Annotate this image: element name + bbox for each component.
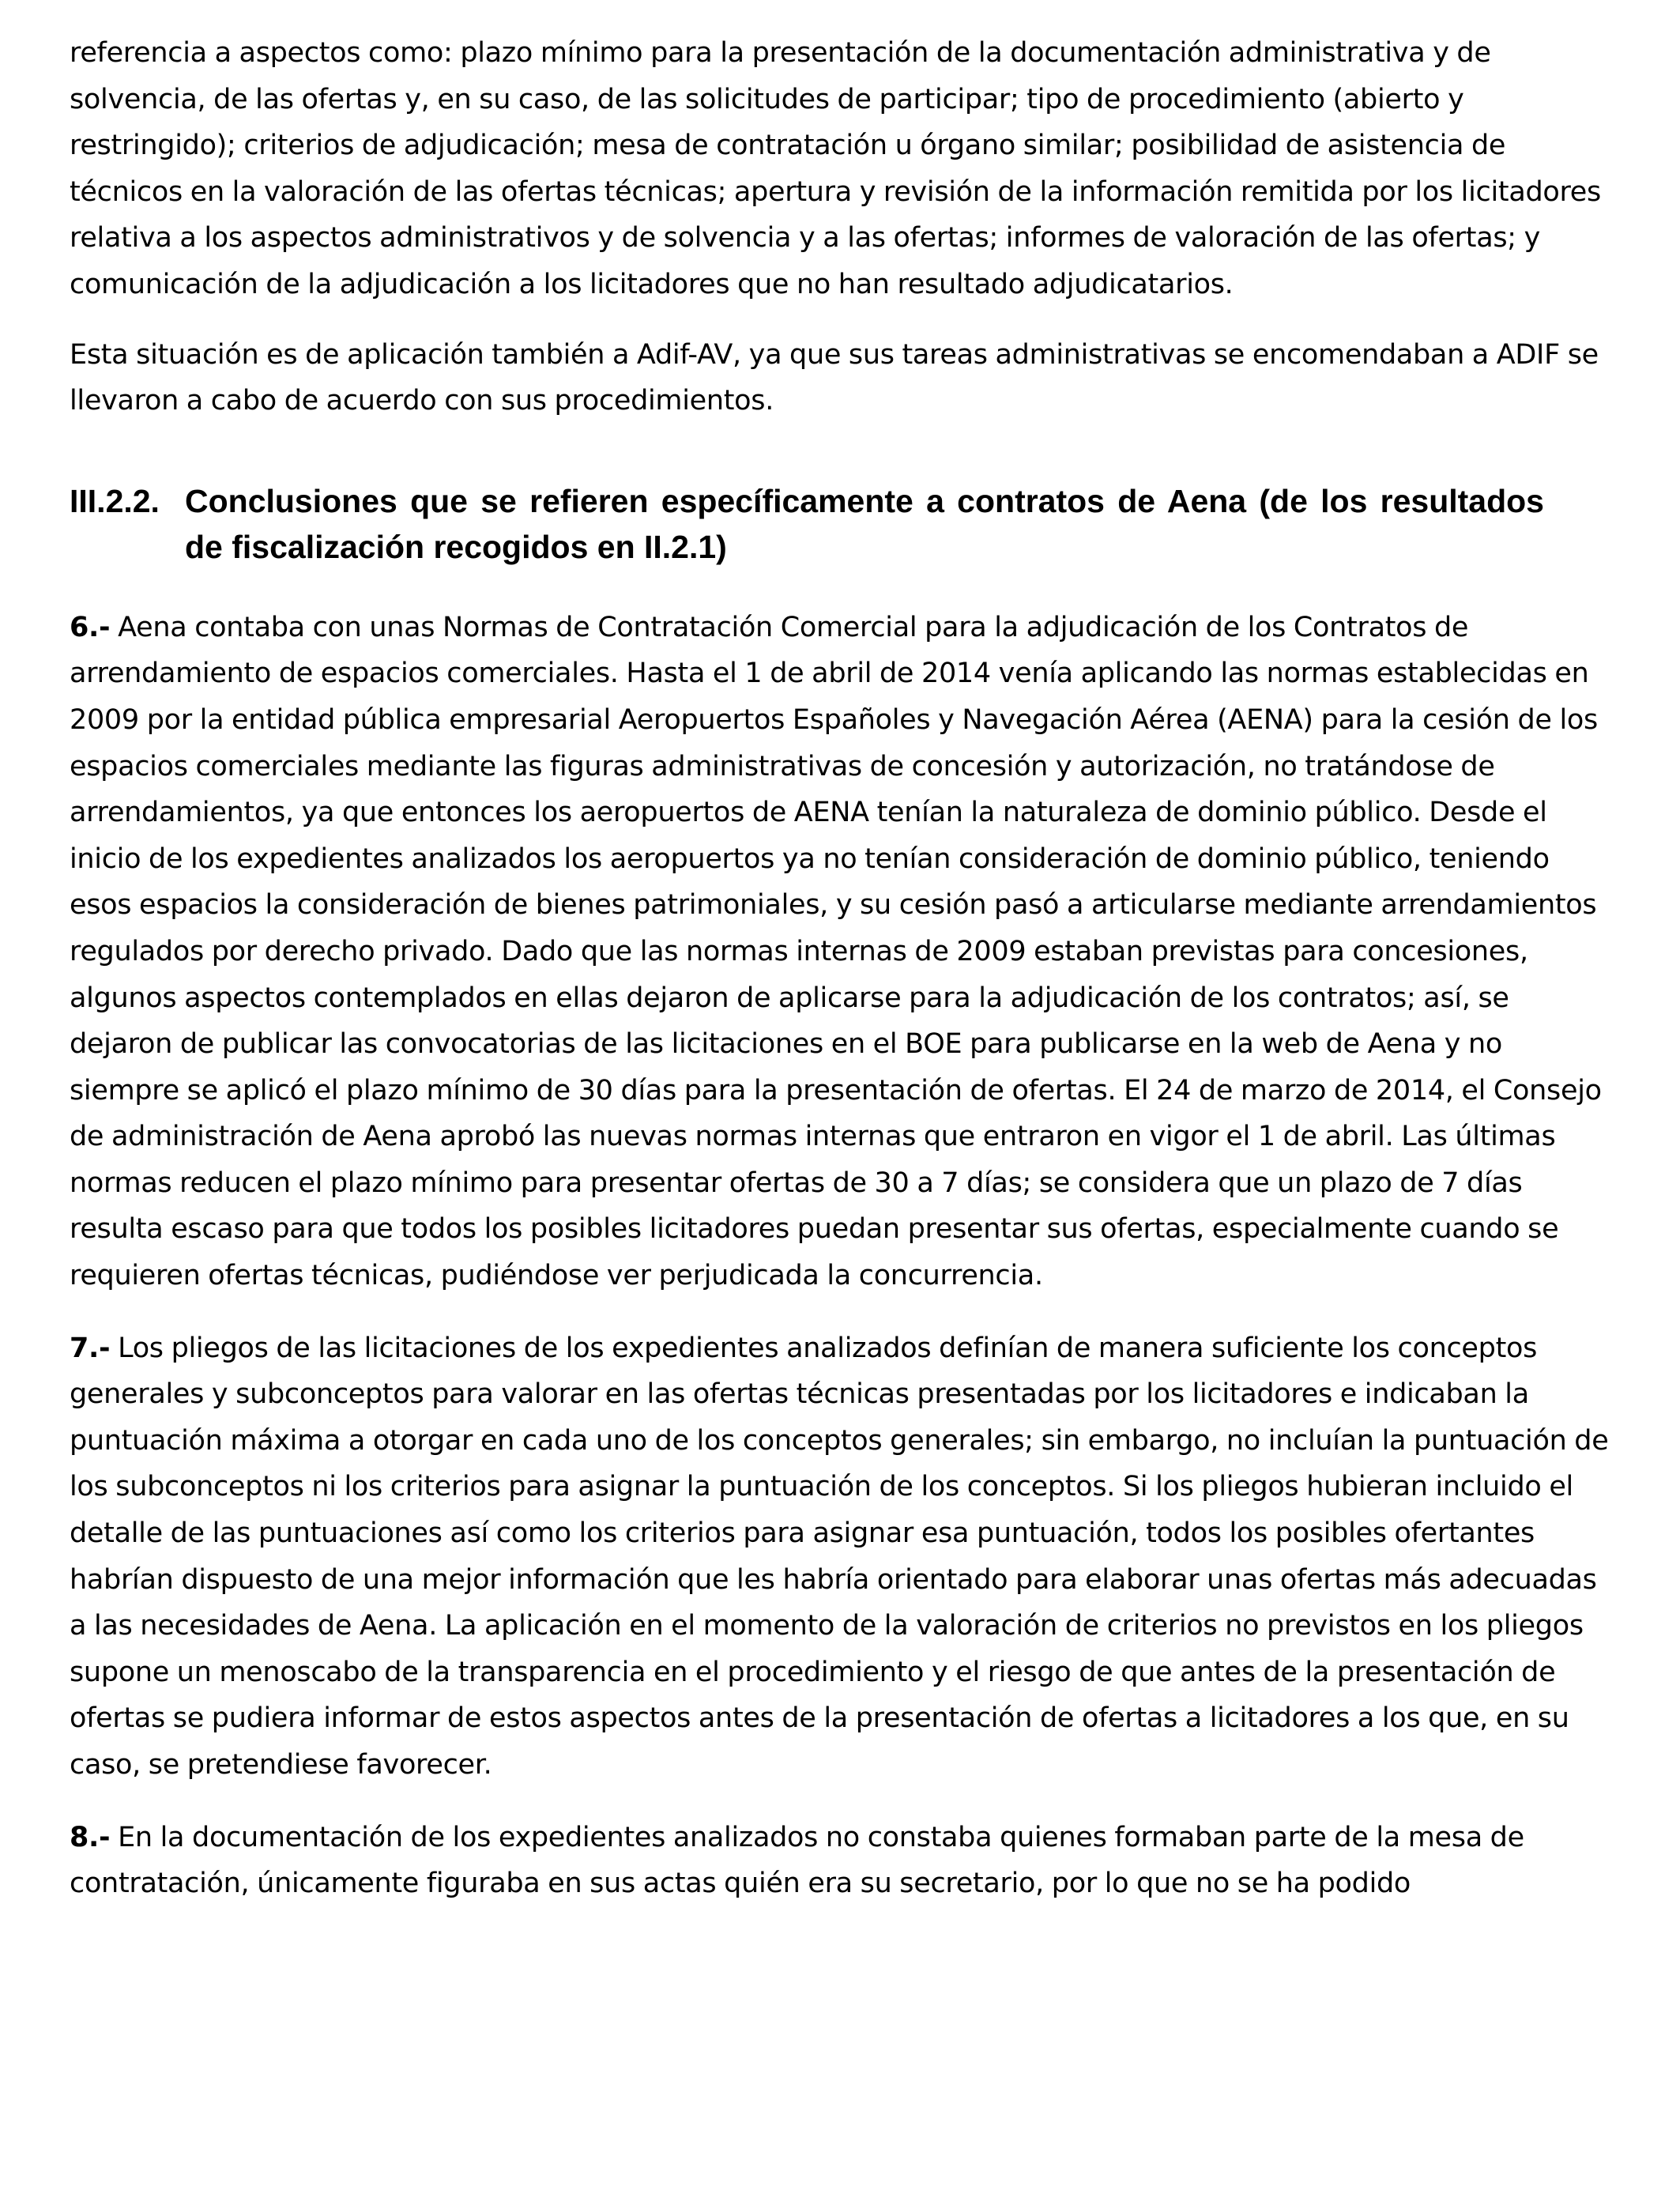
document-page	[70, 30, 1618, 1907]
conclusion-item-7	[70, 1325, 1618, 1789]
item-text: En la documentación de los expedientes analizados no constaba quienes formaban parte de la mesa de contratación, únicamente figuraba en sus actas quién era su secretario, por lo que no se ha podido	[70, 1821, 1524, 1900]
intro-paragraph-2: Esta situación es de aplicación también a Adif-AV, ya que sus tareas administrativas se encomendaban a ADIF se llevaron a cabo de acuerdo con sus procedimientos.	[70, 338, 1599, 417]
item-number: 6.-	[70, 611, 111, 643]
item-text: Los pliegos de las licitaciones de los expedientes analizados definían de manera suficiente los conceptos generales y subconceptos para valorar en las ofertas técnicas presentadas por los licitadores e indicaban la puntuación máxima a otorgar en cada uno de los conceptos generales; sin embargo, no incluían la puntuación de los subconceptos ni los criterios para asignar la puntuación de los conceptos. Si los pliegos hubieran incluido el detalle de las puntuaciones así como los criterios para asignar esa puntuación, todos los posibles ofertantes habrían dispuesto de una mejor información que les habría orientado para elaborar unas ofertas más adecuadas a las necesidades de Aena. La aplicación en el momento de la valoración de criterios no previstos en los pliegos supone un menoscabo de la transparencia en el procedimiento y el riesgo de que antes de la presentación de ofertas se pudiera informar de estos aspectos antes de la presentación de ofertas a licitadores a los que, en su caso, se pretendiese favorecer.	[70, 1332, 1609, 1781]
intro-paragraph-1: referencia a aspectos como: plazo mínimo para la presentación de la documentación administrativa y de solvencia, de las ofertas y, en su caso, de las solicitudes de participar; tipo de procedimiento (abierto y restringido); criterios de adjudicación; mesa de contratación u órgano similar; posibilidad de asistencia de técnicos en la valoración de las ofertas técnicas; apertura y revisión de la información remitida por los licitadores relativa a los aspectos administrativos y de solvencia y a las ofertas; informes de valoración de las ofertas; y comunicación de la adjudicación a los licitadores que no han resultado adjudicatarios.	[70, 37, 1601, 300]
section-number: III.2.2.	[70, 482, 160, 519]
item-text: Aena contaba con unas Normas de Contratación Comercial para la adjudicación de los Contratos de arrendamiento de espacios comerciales. Hasta el 1 de abril de 2014 venía aplicando las normas establecidas en 2009 por la entidad pública empresarial Aeropuertos Españoles y Navegación Aérea (AENA) para la cesión de los espacios comerciales mediante las figuras administrativas de concesión y autorización, no tratándose de arrendamientos, ya que entonces los aeropuertos de AENA tenían la naturaleza de dominio público. Desde el inicio de los expedientes analizados los aeropuertos ya no tenían consideración de dominio público, teniendo esos espacios la consideración de bienes patrimoniales, y su cesión pasó a articularse mediante arrendamientos regulados por derecho privado. Dado que las normas internas de 2009 estaban previstas para concesiones, algunos aspectos contemplados en ellas dejaron de aplicarse para la adjudicación de los contratos; así, se dejaron de publicar las convocatorias de las licitaciones en el BOE para publicarse en la web de Aena y no siempre se aplicó el plazo mínimo de 30 días para la presentación de ofertas. El 24 de marzo de 2014, el Consejo de administración de Aena aprobó las nuevas normas internas que entraron en vigor el 1 de abril. Las últimas normas reducen el plazo mínimo para presentar ofertas de 30 a 7 días; se considera que un plazo de 7 días resulta escaso para que todos los posibles licitadores puedan presentar sus ofertas, especialmente cuando se requieren ofertas técnicas, pudiéndose ver perjudicada la concurrencia.	[70, 611, 1602, 1292]
section-heading	[70, 478, 1544, 570]
conclusion-item-6	[70, 605, 1618, 1299]
section-title: Conclusiones que se refieren específicamente a contratos de Aena (de los resultados de fiscalización recogidos en II.2.1)	[185, 482, 1544, 565]
item-number: 8.-	[70, 1821, 111, 1853]
item-number: 7.-	[70, 1332, 111, 1364]
conclusion-item-8	[70, 1815, 1618, 1907]
